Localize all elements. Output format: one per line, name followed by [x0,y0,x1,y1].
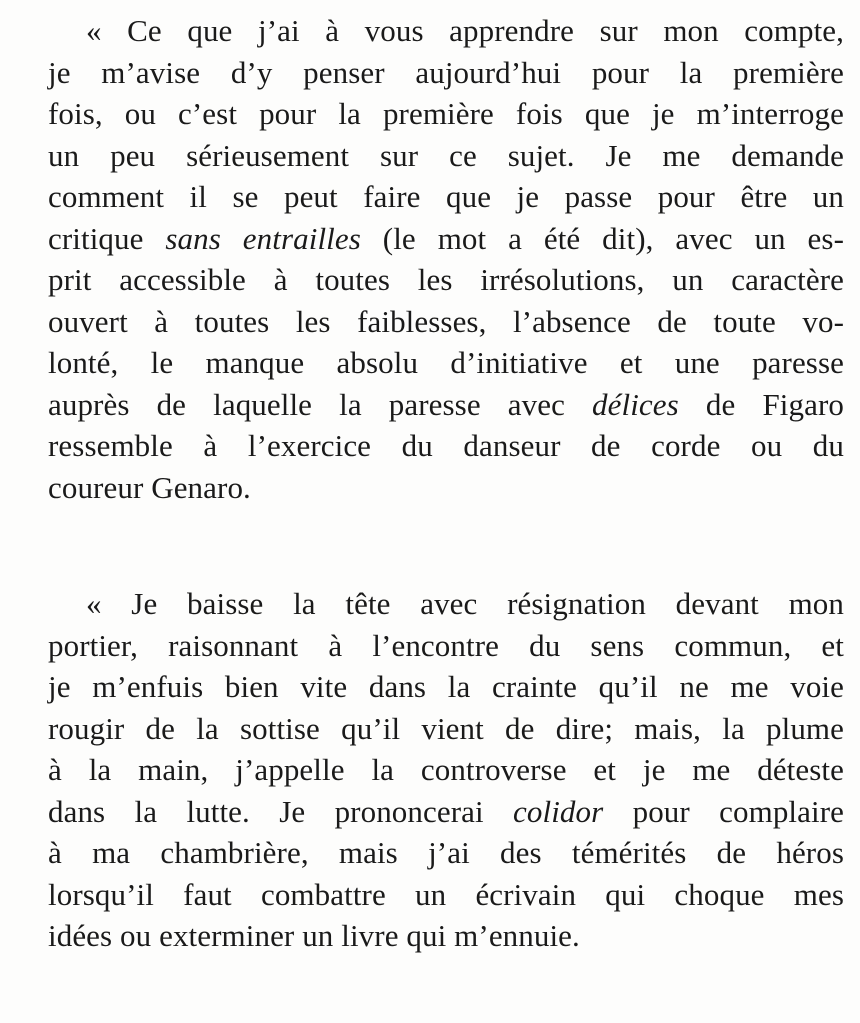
text-segment: idées ou exterminer un livre qui m’ennuie. [48,918,580,953]
text-segment: rougir de la sottise qu’il vient de dire; mais, la plume [48,710,844,746]
text-segment: (le mot a été dit), avec un es- [360,220,844,256]
text-segment: à ma chambrière, mais j’ai des témérités de héros [48,835,844,870]
text-segment: ouvert à toutes les faiblesses, l’absence de toute vo- [48,303,844,339]
text-line [48,384,844,426]
text-line [48,301,844,343]
text-line [48,583,844,625]
text-line [48,791,844,833]
italic-text: délices [592,386,679,422]
text-line [48,52,844,94]
text-line [48,915,844,957]
text-segment: pour complaire [603,793,844,829]
text-segment: un peu sérieusement sur ce sujet. Je me demande [48,137,844,173]
text-segment: de Figaro [678,386,844,422]
text-segment: à la main, j’appelle la controverse et je me déteste [48,752,844,787]
text-segment: comment il se peut faire que je passe pour être un [48,179,844,214]
text-line [48,749,844,791]
text-line [48,874,844,916]
text-segment: portier, raisonnant à l’encontre du sens commun, et [48,627,844,663]
text-segment: « Ce que j’ai à vous apprendre sur mon compte, [86,13,844,48]
italic-text: sans entrailles [165,220,361,256]
paragraph-1 [48,10,844,508]
text-line [48,10,844,52]
text-segment: dans la lutte. Je prononcerai [48,793,514,829]
text-line [48,625,844,667]
text-segment: lonté, le manque absolu d’initiative et une paresse [48,345,844,380]
text-line [48,467,844,509]
text-segment: je m’avise d’y penser aujourd’hui pour la première [48,54,844,90]
text-segment: ressemble à l’exercice du danseur de corde ou du [48,428,844,463]
text-segment: auprès de laquelle la paresse avec [48,386,593,422]
text-segment: fois, ou c’est pour la première fois que je m’interroge [48,96,844,131]
text-segment: « Je baisse la tête avec résignation devant mon [86,586,844,621]
text-segment: coureur Genaro. [48,469,251,505]
text-line [48,218,844,260]
text-segment: lorsqu’il faut combattre un écrivain qui choque mes [48,876,844,912]
text-line [48,708,844,750]
text-segment: critique [48,220,166,256]
text-line [48,425,844,467]
italic-text: colidor [513,793,604,829]
text-line [48,342,844,384]
text-line [48,666,844,708]
paragraph-2 [48,583,844,957]
text-segment: je m’enfuis bien vite dans la crainte qu’il ne me voie [48,669,844,704]
text-segment: prit accessible à toutes les irrésolutions, un caractère [48,262,844,297]
text-line [48,832,844,874]
text-line [48,135,844,177]
text-line [48,259,844,301]
text-line [48,93,844,135]
text-line [48,176,844,218]
